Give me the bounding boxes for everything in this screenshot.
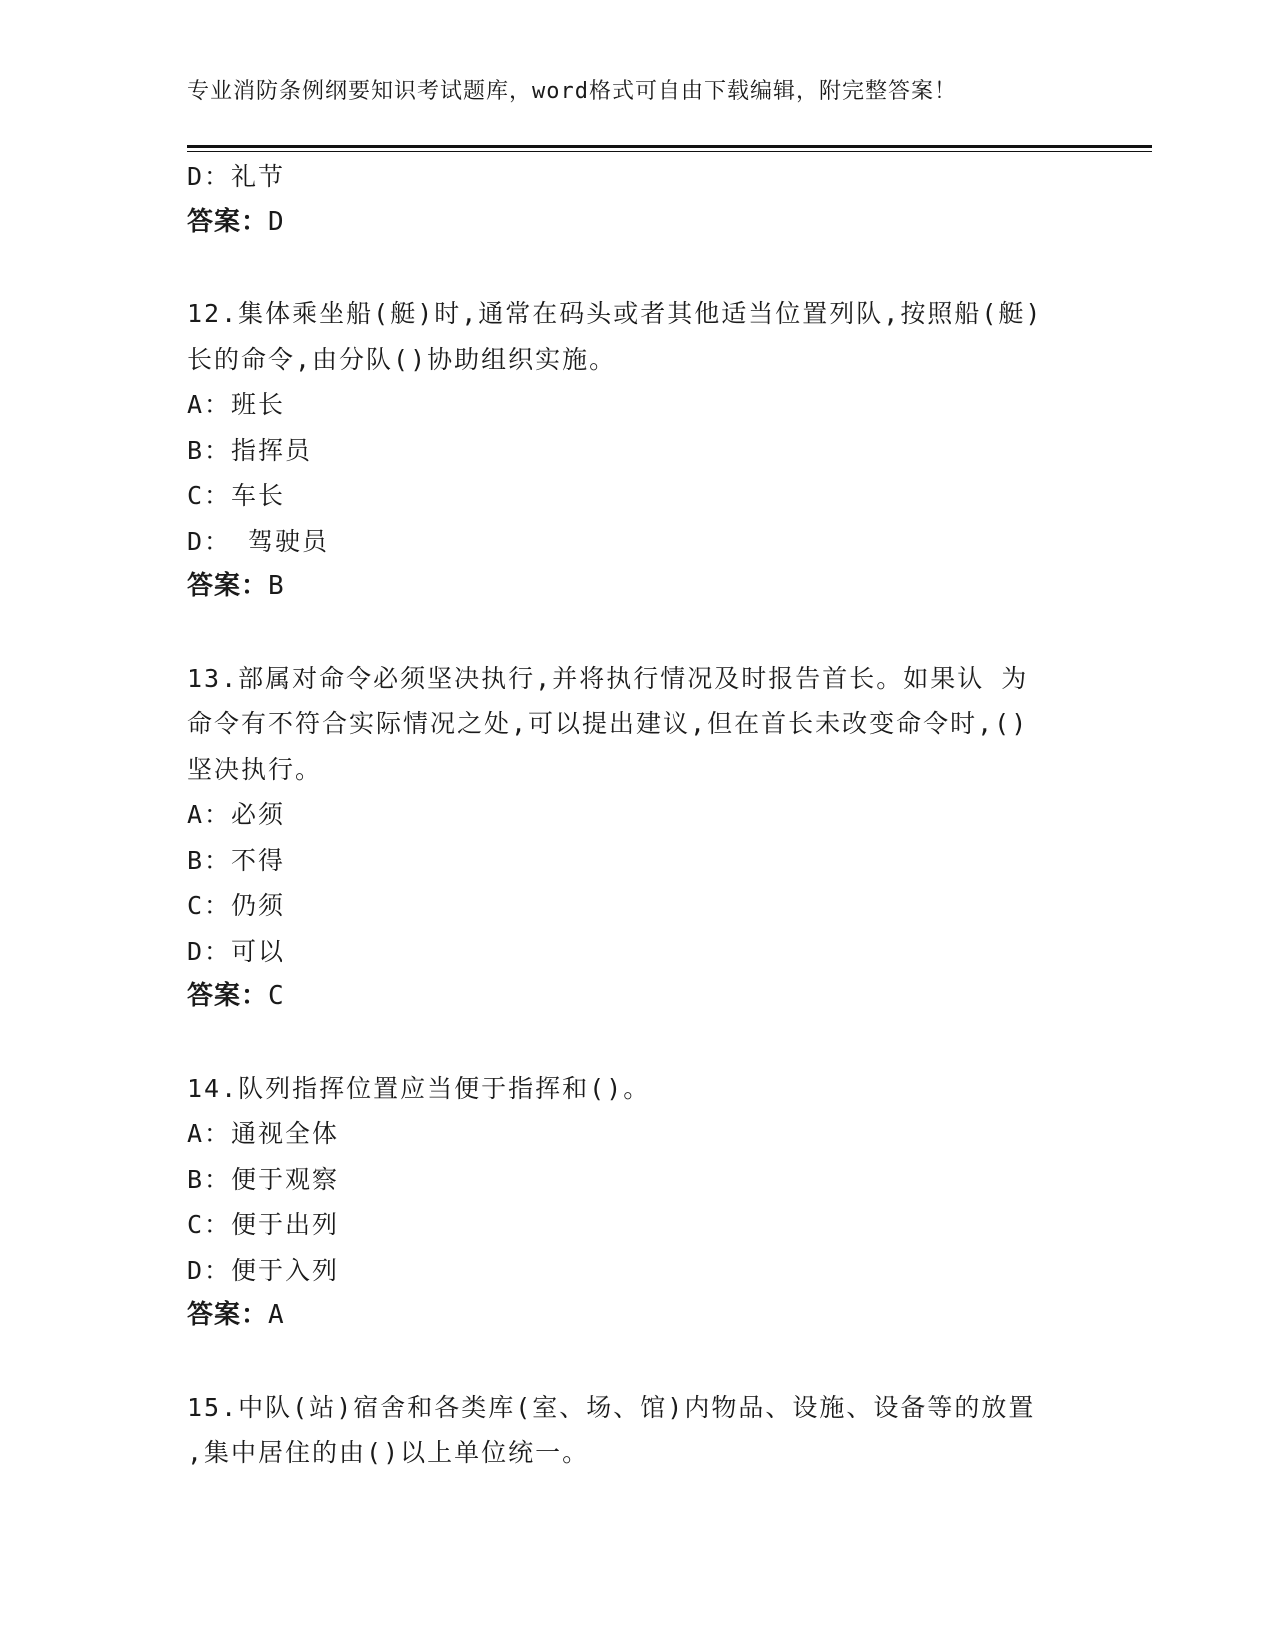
option-text: 便于入列 <box>231 1255 340 1285</box>
option-text: 不得 <box>231 845 286 875</box>
option-d <box>187 519 1087 565</box>
option-letter: A： <box>187 800 232 829</box>
option-a <box>187 1111 1087 1157</box>
question-text-line: 12.集体乘坐船(艇)时,通常在码头或者其他适当位置列队,按照船(艇) <box>187 299 1043 328</box>
option-letter: D： <box>187 526 232 556</box>
answer-line <box>187 564 1087 610</box>
option-text: 礼节 <box>231 162 286 191</box>
header-rule-thin <box>187 151 1152 152</box>
option-letter: A： <box>187 390 232 419</box>
option-c <box>187 1202 1087 1248</box>
question-text-line: 命令有不符合实际情况之处,可以提出建议,但在首长未改变命令时,() <box>187 709 1029 738</box>
question-text-line: ,集中居住的由()以上单位统一。 <box>187 1438 590 1467</box>
option-letter: D： <box>187 936 232 966</box>
option-b <box>187 428 1087 474</box>
question-14 <box>187 1066 1087 1112</box>
question-text-line: 长的命令,由分队()协助组织实施。 <box>187 344 617 374</box>
question-text-line: 15.中队(站)宿舍和各类库(室、场、馆)内物品、设施、设备等的放置 <box>187 1392 1036 1422</box>
answer-value: C <box>268 981 285 1011</box>
answer-label: 答案： <box>187 981 269 1011</box>
option-b <box>187 838 1087 884</box>
answer-label: 答案： <box>187 571 269 601</box>
option-text: 车长 <box>231 481 286 510</box>
question-gap <box>187 610 1087 656</box>
answer-value: D <box>268 206 285 237</box>
document-body <box>187 154 1087 1476</box>
option-a <box>187 382 1087 428</box>
option-text: 指挥员 <box>231 435 313 465</box>
question-13 <box>187 656 1087 793</box>
question-12 <box>187 291 1087 382</box>
option-d <box>187 929 1087 975</box>
option-letter: B： <box>187 435 232 465</box>
answer-label: 答案： <box>187 206 269 237</box>
answer-label: 答案： <box>187 1300 269 1330</box>
option-text: 可以 <box>231 936 286 966</box>
question-15 <box>187 1385 1087 1476</box>
option-letter: D： <box>187 1255 232 1285</box>
question-text-line: 坚决执行。 <box>187 754 323 784</box>
option-letter: A： <box>187 1119 232 1148</box>
option-b <box>187 1157 1087 1203</box>
answer-line <box>187 974 1087 1020</box>
question-gap <box>187 1020 1087 1066</box>
option-text: 班长 <box>231 390 286 419</box>
option-d <box>187 1248 1087 1294</box>
page-header: 专业消防条例纲要知识考试题库，word格式可自由下载编辑，附完整答案！ <box>187 79 957 104</box>
option-c <box>187 883 1087 929</box>
option-letter: C： <box>187 1210 232 1239</box>
option-text: 便于出列 <box>231 1210 340 1239</box>
header-rule-thick <box>187 145 1152 148</box>
option-letter: D： <box>187 162 232 191</box>
option-a <box>187 792 1087 838</box>
option-text: 必须 <box>231 800 286 829</box>
answer-line <box>187 1293 1087 1339</box>
option-letter: B： <box>187 845 232 875</box>
option-letter: B： <box>187 1164 232 1194</box>
answer-value: A <box>268 1300 285 1330</box>
option-d <box>187 154 1087 200</box>
answer-value: B <box>268 571 285 601</box>
option-text: 驾驶员 <box>231 526 330 556</box>
option-c <box>187 473 1087 519</box>
option-letter: C： <box>187 891 232 920</box>
question-text-line: 14.队列指挥位置应当便于指挥和()。 <box>187 1073 651 1103</box>
question-text-line: 13.部属对命令必须坚决执行,并将执行情况及时报告首长。如果认 为 <box>187 663 1029 693</box>
answer-line <box>187 200 1087 246</box>
option-text: 仍须 <box>231 891 286 920</box>
question-gap <box>187 1339 1087 1385</box>
option-letter: C： <box>187 481 232 510</box>
option-text: 便于观察 <box>231 1164 340 1194</box>
option-text: 通视全体 <box>231 1119 340 1148</box>
question-gap <box>187 245 1087 291</box>
